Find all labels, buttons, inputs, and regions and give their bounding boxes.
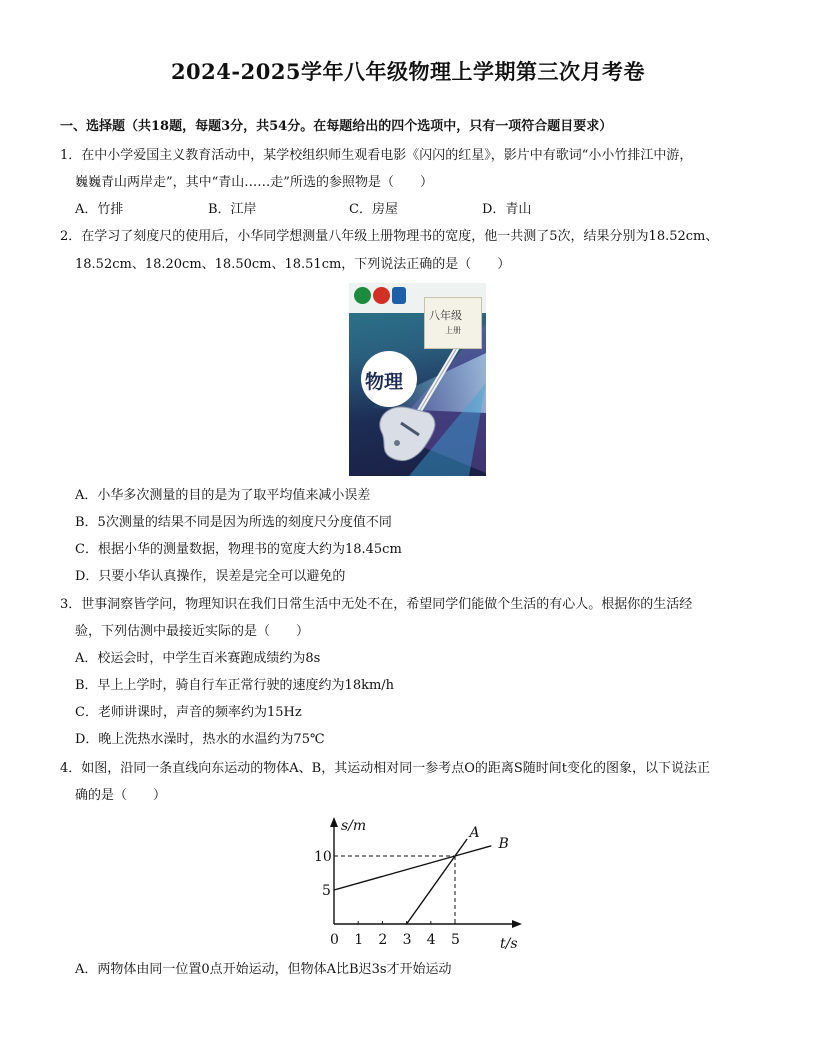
q1-option-c[interactable]: C．房屋 — [349, 202, 398, 217]
q2-option-d[interactable]: D．只要小华认真操作，误差是完全可以避免的 — [75, 569, 346, 584]
section-heading: 一、选择题（共18题，每题3分，共54分。在每题给出的四个选项中，只有一项符合题目要求） — [60, 119, 613, 134]
y-tick-label: 10 — [314, 849, 332, 865]
grade-label-box — [424, 297, 482, 349]
st-graph — [310, 812, 540, 954]
q3-option-b[interactable]: B．早上上学时，骑自行车正常行驶的速度约为18km/h — [75, 678, 395, 693]
x-tick-label: 1 — [354, 932, 364, 948]
x-tick-label: 3 — [402, 932, 412, 948]
y-axis-arrow-icon — [330, 817, 338, 827]
exam-title: 2024-2025学年八年级物理上学期第三次月考卷 — [170, 59, 646, 84]
q4-stem-line1: 4．如图，沿同一条直线向东运动的物体A、B，其运动相对同一参考点O的距离S随时间t变化的图象，以下说法正 — [60, 761, 711, 776]
x-tick-label: 4 — [426, 932, 436, 948]
y-tick-label: 5 — [322, 883, 331, 899]
physics-book-cover-image — [349, 283, 486, 476]
x-axis-arrow-icon — [512, 920, 522, 928]
x-axis-label: t/s — [500, 936, 518, 952]
y-axis-label: s/m — [341, 818, 367, 834]
series-line-a — [407, 839, 468, 924]
q4-option-a[interactable]: A．两物体由同一位置0点开始运动，但物体A比B迟3s才开始运动 — [75, 962, 452, 977]
q1-stem-line2: 巍巍青山两岸走”，其中“青山……走”所选的参照物是（ ） — [75, 175, 433, 190]
q2-option-a[interactable]: A．小华多次测量的目的是为了取平均值来减小误差 — [75, 488, 371, 503]
series-label-b: B — [498, 835, 509, 852]
q3-stem-line1: 3．世事洞察皆学问，物理知识在我们日常生活中无处不在，希望同学们能做个生活的有心人。根据你的生活经 — [60, 597, 693, 612]
q4-stem-line2: 确的是（ ） — [75, 788, 167, 803]
q3-stem-line2: 验，下列估测中最接近实际的是（ ） — [75, 624, 310, 639]
q2-option-c[interactable]: C．根据小华的测量数据，物理书的宽度大约为18.45cm — [75, 542, 402, 557]
q3-option-d[interactable]: D．晚上洗热水澡时，热水的水温约为75℃ — [75, 732, 325, 747]
x-tick-label: 0 — [330, 932, 339, 948]
q1-option-b[interactable]: B．江岸 — [208, 202, 257, 217]
x-tick-label: 5 — [451, 932, 460, 948]
cover-volume: 上册 — [445, 326, 461, 335]
q3-option-a[interactable]: A．校运会时，中学生百米赛跑成绩约为8s — [75, 651, 321, 666]
cover-grade: 八年级 — [429, 309, 462, 322]
series-label-a: A — [469, 824, 480, 841]
q1-option-a[interactable]: A．竹排 — [75, 202, 124, 217]
q1-stem-line1: 1．在中小学爱国主义教育活动中，某学校组织师生观看电影《闪闪的红星》，影片中有歌词“小小竹排江中游， — [60, 148, 693, 163]
q2-option-b[interactable]: B．5次测量的结果不同是因为所选的刻度尺分度值不同 — [75, 515, 392, 530]
q2-stem-line2: 18.52cm、18.20cm、18.50cm、18.51cm，下列说法正确的是（ ） — [75, 257, 511, 272]
q1-option-d[interactable]: D．青山 — [482, 202, 532, 217]
q2-stem-line1: 2．在学习了刻度尺的使用后，小华同学想测量八年级上册物理书的宽度，他一共测了5次，结果分别为18.52cm、 — [60, 229, 719, 244]
series-line-b — [334, 846, 491, 890]
q3-option-c[interactable]: C．老师讲课时，声音的频率约为15Hz — [75, 705, 302, 720]
x-tick-label: 2 — [378, 932, 388, 948]
cover-subject: 物理 — [365, 371, 404, 393]
